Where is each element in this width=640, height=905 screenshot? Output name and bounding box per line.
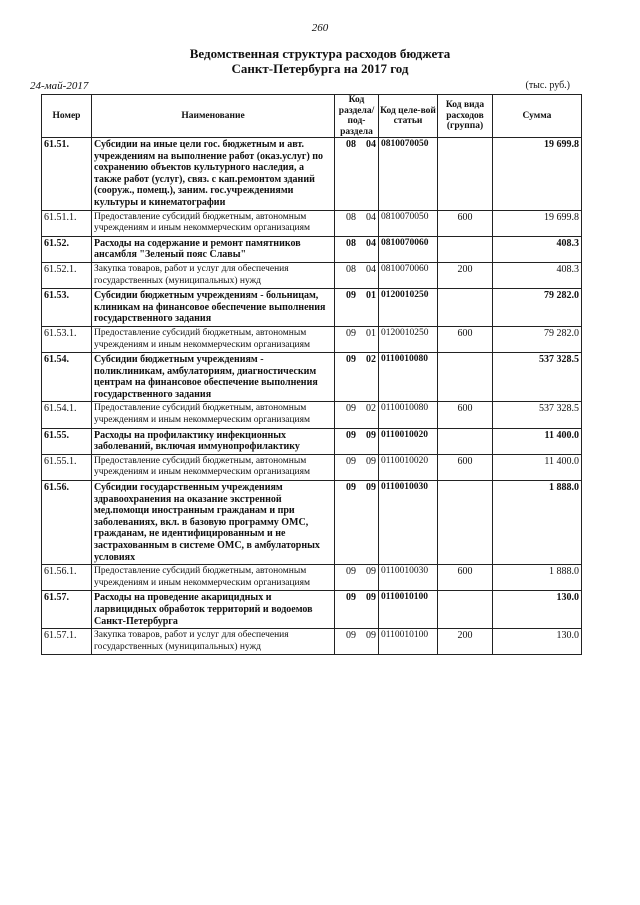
subsection-code: 01 xyxy=(366,327,376,339)
row-sum: 408.3 xyxy=(493,236,582,262)
table-header-row xyxy=(42,95,582,138)
row-kind-code: 600 xyxy=(438,326,493,352)
header-number: Номер xyxy=(42,95,92,138)
row-section-code xyxy=(335,236,379,262)
row-section-code xyxy=(335,289,379,327)
table-row xyxy=(42,326,582,352)
row-number: 61.54.1. xyxy=(42,402,92,428)
header-kind: Код вида расходов (группа) xyxy=(438,95,493,138)
subsection-code: 09 xyxy=(366,482,376,494)
subsection-code: 09 xyxy=(366,455,376,467)
row-name: Предоставление субсидий бюджетным, автономным учреждениям и иным некоммерческим организациям xyxy=(92,210,335,236)
table-row xyxy=(42,353,582,402)
table-row xyxy=(42,262,582,288)
row-name: Предоставление субсидий бюджетным, автономным учреждениям и иным некоммерческим организациям xyxy=(92,565,335,591)
row-number: 61.56. xyxy=(42,481,92,565)
row-section-code xyxy=(335,565,379,591)
section-code: 08 xyxy=(346,139,356,150)
row-number: 61.56.1. xyxy=(42,565,92,591)
row-target-code: 0110010030 xyxy=(379,481,438,565)
subsection-code: 02 xyxy=(366,403,376,415)
subsection-code: 01 xyxy=(366,290,376,302)
row-section-code xyxy=(335,402,379,428)
row-target-code: 0110010020 xyxy=(379,454,438,480)
row-section-code xyxy=(335,353,379,402)
row-kind-code: 600 xyxy=(438,210,493,236)
section-code: 08 xyxy=(346,263,356,275)
row-sum: 1 888.0 xyxy=(493,565,582,591)
row-number: 61.51. xyxy=(42,138,92,211)
row-kind-code: 600 xyxy=(438,565,493,591)
row-sum: 79 282.0 xyxy=(493,326,582,352)
row-name: Субсидии на иные цели гос. бюджетным и авт. учреждениям на выполнение работ (оказ.услуг) по сохранению объектов культурного наследия, а также работ (услуг), связ. с кап.ремонтом зданий (сооруж., помещ.), заним. гос.учреждениями культуры и кинематографии xyxy=(92,138,335,211)
header-section: Код раздела/ под-раздела xyxy=(335,95,379,138)
row-name: Субсидии государственным учреждениям здравоохранения на оказание экстренной мед.помощи иностранным гражданам и при заболеваниях, вкл. в базовую программу ОМС, гражданам, не идентифицированным и не застрахованным в системе ОМС, в амбулаторных условиях xyxy=(92,481,335,565)
row-section-code xyxy=(335,262,379,288)
table-row xyxy=(42,402,582,428)
table-row xyxy=(42,236,582,262)
row-kind-code: 200 xyxy=(438,629,493,655)
row-kind-code xyxy=(438,289,493,327)
table-row xyxy=(42,591,582,629)
row-target-code: 0110010080 xyxy=(379,402,438,428)
row-target-code: 0110010100 xyxy=(379,629,438,655)
subsection-code: 02 xyxy=(366,354,376,366)
section-code: 09 xyxy=(346,403,356,415)
row-target-code: 0810070060 xyxy=(379,236,438,262)
row-sum: 11 400.0 xyxy=(493,428,582,454)
row-sum: 1 888.0 xyxy=(493,481,582,565)
table-row xyxy=(42,481,582,565)
row-sum: 130.0 xyxy=(493,629,582,655)
row-section-code xyxy=(335,454,379,480)
row-name: Закупка товаров, работ и услуг для обеспечения государственных (муниципальных) нужд xyxy=(92,629,335,655)
row-number: 61.53. xyxy=(42,289,92,327)
table-row xyxy=(42,428,582,454)
row-kind-code xyxy=(438,138,493,211)
row-number: 61.57.1. xyxy=(42,629,92,655)
row-name: Субсидии бюджетным учреждениям - поликлиникам, амбулаториям, диагностическим центрам на финансовое обеспечение выполнения государственного задания xyxy=(92,353,335,402)
table-row xyxy=(42,454,582,480)
table-row xyxy=(42,565,582,591)
section-code: 09 xyxy=(346,592,356,604)
row-target-code: 0110010020 xyxy=(379,428,438,454)
row-target-code: 0110010030 xyxy=(379,565,438,591)
row-section-code xyxy=(335,481,379,565)
header-target: Код целе-вой статьи xyxy=(379,95,438,138)
section-code: 09 xyxy=(346,327,356,339)
budget-table xyxy=(41,94,582,655)
row-sum: 19 699.8 xyxy=(493,210,582,236)
row-number: 61.55. xyxy=(42,428,92,454)
table-row xyxy=(42,289,582,327)
row-sum: 130.0 xyxy=(493,591,582,629)
row-number: 61.52.1. xyxy=(42,262,92,288)
section-code: 09 xyxy=(346,482,356,494)
row-section-code xyxy=(335,138,379,211)
row-kind-code xyxy=(438,428,493,454)
units-label: (тыс. руб.) xyxy=(525,80,570,91)
row-number: 61.57. xyxy=(42,591,92,629)
table-row xyxy=(42,629,582,655)
row-kind-code xyxy=(438,353,493,402)
document-date: 24-май-2017 xyxy=(30,80,89,92)
document-title xyxy=(0,46,640,76)
row-section-code xyxy=(335,326,379,352)
subsection-code: 04 xyxy=(366,263,376,275)
section-code: 08 xyxy=(346,237,356,249)
row-number: 61.51.1. xyxy=(42,210,92,236)
section-code: 08 xyxy=(346,211,356,223)
row-name: Предоставление субсидий бюджетным, автономным учреждениям и иным некоммерческим организациям xyxy=(92,454,335,480)
row-target-code: 0120010250 xyxy=(379,326,438,352)
row-sum: 19 699.8 xyxy=(493,138,582,211)
row-section-code xyxy=(335,210,379,236)
row-kind-code: 200 xyxy=(438,262,493,288)
section-code: 09 xyxy=(346,630,356,642)
row-name: Расходы на проведение акарицидных и ларвицидных обработок территорий и водоемов Санкт-Петербурга xyxy=(92,591,335,629)
row-target-code: 0810070050 xyxy=(379,138,438,211)
row-number: 61.55.1. xyxy=(42,454,92,480)
row-name: Закупка товаров, работ и услуг для обеспечения государственных (муниципальных) нужд xyxy=(92,262,335,288)
row-sum: 79 282.0 xyxy=(493,289,582,327)
table-body xyxy=(42,138,582,655)
row-name: Предоставление субсидий бюджетным, автономным учреждениям и иным некоммерческим организациям xyxy=(92,402,335,428)
subsection-code: 04 xyxy=(366,237,376,249)
row-number: 61.52. xyxy=(42,236,92,262)
row-kind-code xyxy=(438,591,493,629)
row-sum: 537 328.5 xyxy=(493,402,582,428)
subsection-code: 09 xyxy=(366,566,376,578)
table-row xyxy=(42,210,582,236)
row-number: 61.53.1. xyxy=(42,326,92,352)
row-name: Субсидии бюджетным учреждениям - больницам, клиникам на финансовое обеспечение выполнения государственного задания xyxy=(92,289,335,327)
row-kind-code: 600 xyxy=(438,454,493,480)
section-code: 09 xyxy=(346,354,356,366)
row-section-code xyxy=(335,591,379,629)
page-number: 260 xyxy=(311,22,329,34)
section-code: 09 xyxy=(346,429,356,441)
subsection-code: 09 xyxy=(366,630,376,642)
row-name: Расходы на содержание и ремонт памятников ансамбля "Зеленый пояс Славы" xyxy=(92,236,335,262)
subsection-code: 04 xyxy=(366,139,376,150)
row-sum: 11 400.0 xyxy=(493,454,582,480)
table-row xyxy=(42,138,582,211)
subsection-code: 09 xyxy=(366,429,376,441)
title-line-2: Санкт-Петербурга на 2017 год xyxy=(231,61,409,76)
header-sum: Сумма xyxy=(493,95,582,138)
row-sum: 537 328.5 xyxy=(493,353,582,402)
row-target-code: 0810070050 xyxy=(379,210,438,236)
row-target-code: 0810070060 xyxy=(379,262,438,288)
row-kind-code: 600 xyxy=(438,402,493,428)
section-code: 09 xyxy=(346,455,356,467)
row-name: Расходы на профилактику инфекционных заболеваний, включая иммунопрофилактику xyxy=(92,428,335,454)
row-section-code xyxy=(335,428,379,454)
subsection-code: 09 xyxy=(366,592,376,604)
row-kind-code xyxy=(438,236,493,262)
header-name: Наименование xyxy=(92,95,335,138)
row-target-code: 0110010080 xyxy=(379,353,438,402)
row-sum: 408.3 xyxy=(493,262,582,288)
row-target-code: 0120010250 xyxy=(379,289,438,327)
row-section-code xyxy=(335,629,379,655)
title-line-1: Ведомственная структура расходов бюджета xyxy=(189,46,451,61)
row-target-code: 0110010100 xyxy=(379,591,438,629)
section-code: 09 xyxy=(346,290,356,302)
row-kind-code xyxy=(438,481,493,565)
section-code: 09 xyxy=(346,566,356,578)
row-number: 61.54. xyxy=(42,353,92,402)
subsection-code: 04 xyxy=(366,211,376,223)
row-name: Предоставление субсидий бюджетным, автономным учреждениям и иным некоммерческим организациям xyxy=(92,326,335,352)
